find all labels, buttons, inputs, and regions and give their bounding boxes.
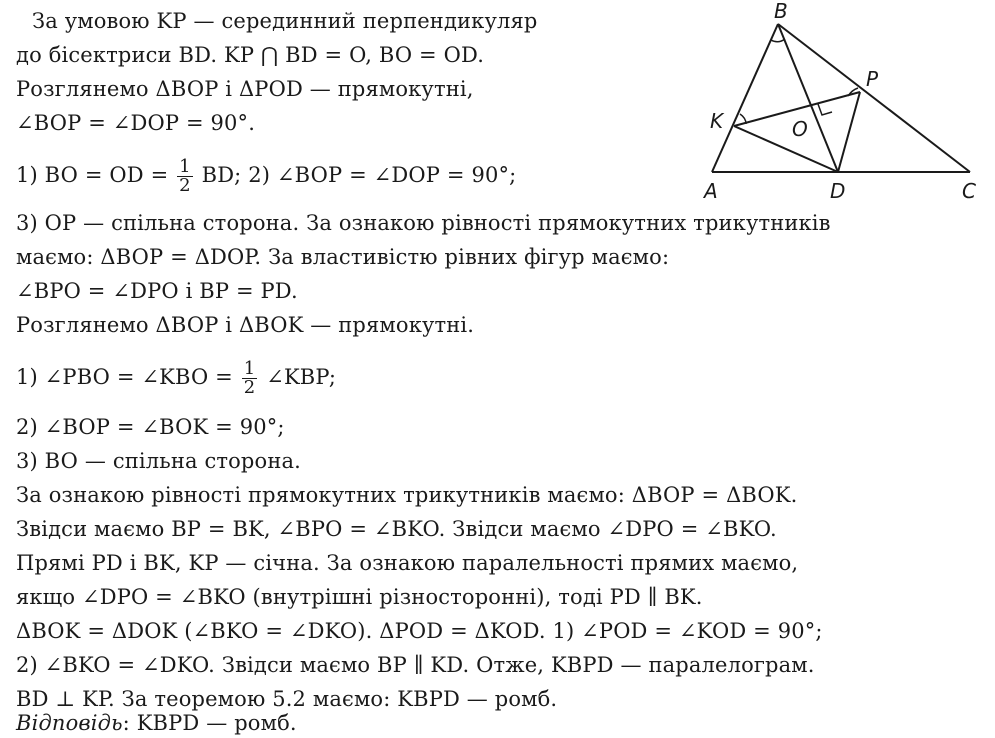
- text-line-10-end: ∠KBP;: [266, 365, 337, 389]
- segment-pd: [838, 92, 860, 172]
- fraction-numerator: 1: [179, 156, 191, 177]
- text-line-3: Розглянемо ΔBOP і ΔPOD — прямокутні,: [16, 77, 474, 101]
- side-bc: [778, 24, 970, 172]
- text-line-7: маємо: ΔBOP = ΔDOP. За властивістю рівних фігур маємо:: [16, 245, 670, 269]
- geometry-figure: [690, 0, 990, 210]
- text-line-16: якщо ∠DPO = ∠BKO (внутрішні різносторонні), тоді PD ∥ BK.: [16, 585, 703, 609]
- text-line-1: За умовою KP — серединний перпендикуляр: [32, 9, 538, 33]
- text-line-10-start: 1) ∠PBO = ∠KBO =: [16, 365, 233, 389]
- answer-text: : KBPD — ромб.: [122, 711, 297, 735]
- right-angle-mark: [818, 104, 832, 115]
- text-line-10: [16, 360, 336, 397]
- fraction-denominator: 2: [179, 175, 191, 196]
- text-line-4: ∠BOP = ∠DOP = 90°.: [16, 111, 256, 135]
- text-line-6: 3) OP — спільна сторона. За ознакою рівності прямокутних трикутників: [16, 211, 831, 235]
- label-p: P: [866, 67, 879, 91]
- text-line-15: Прямі PD і BK, KP — січна. За ознакою паралельності прямих маємо,: [16, 551, 799, 575]
- answer-label: Відповідь: [16, 711, 123, 735]
- text-line-13: За ознакою рівності прямокутних трикутників маємо: ΔBOP = ΔBOK.: [16, 483, 798, 507]
- label-k: K: [710, 109, 724, 133]
- label-o: O: [792, 117, 808, 141]
- side-ab: [712, 24, 778, 172]
- label-d: D: [830, 179, 846, 203]
- fraction-denominator: 2: [243, 377, 256, 398]
- text-line-17: ΔBOK = ΔDOK (∠BKO = ∠DKO). ΔPOD = ΔKOD. 1) ∠POD = ∠KOD = 90°;: [16, 619, 823, 643]
- text-line-5-start: 1) BO = OD =: [16, 163, 169, 187]
- text-line-5-end: BD; 2) ∠BOP = ∠DOP = 90°;: [201, 163, 517, 187]
- text-line-8: ∠BPO = ∠DPO і BP = PD.: [16, 279, 298, 303]
- angle-mark-b: [771, 39, 785, 42]
- answer-line: [16, 710, 297, 736]
- text-line-2: до бісектриси BD. KP ⋂ BD = O, BO = OD.: [16, 43, 485, 67]
- label-c: C: [962, 179, 976, 203]
- fraction-one-half-1: [177, 158, 193, 195]
- text-line-12: 3) BO — спільна сторона.: [16, 449, 301, 473]
- text-line-18: 2) ∠BKO = ∠DKO. Звідси маємо BP ∥ KD. Отже, KBPD — паралелограм.: [16, 653, 815, 677]
- text-line-19: BD ⊥ KP. За теоремою 5.2 маємо: KBPD — ромб.: [16, 687, 558, 711]
- text-line-9: Розглянемо ΔBOP і ΔBOK — прямокутні.: [16, 313, 475, 337]
- fraction-numerator: 1: [243, 358, 256, 379]
- text-line-11: 2) ∠BOP = ∠BOK = 90°;: [16, 415, 285, 439]
- text-line-5: [16, 158, 516, 195]
- label-b: B: [774, 0, 788, 23]
- text-line-14: Звідси маємо BP = BK, ∠BPO = ∠BKO. Звідси маємо ∠DPO = ∠BKO.: [16, 517, 777, 541]
- label-a: A: [704, 179, 718, 203]
- fraction-one-half-2: [242, 360, 258, 397]
